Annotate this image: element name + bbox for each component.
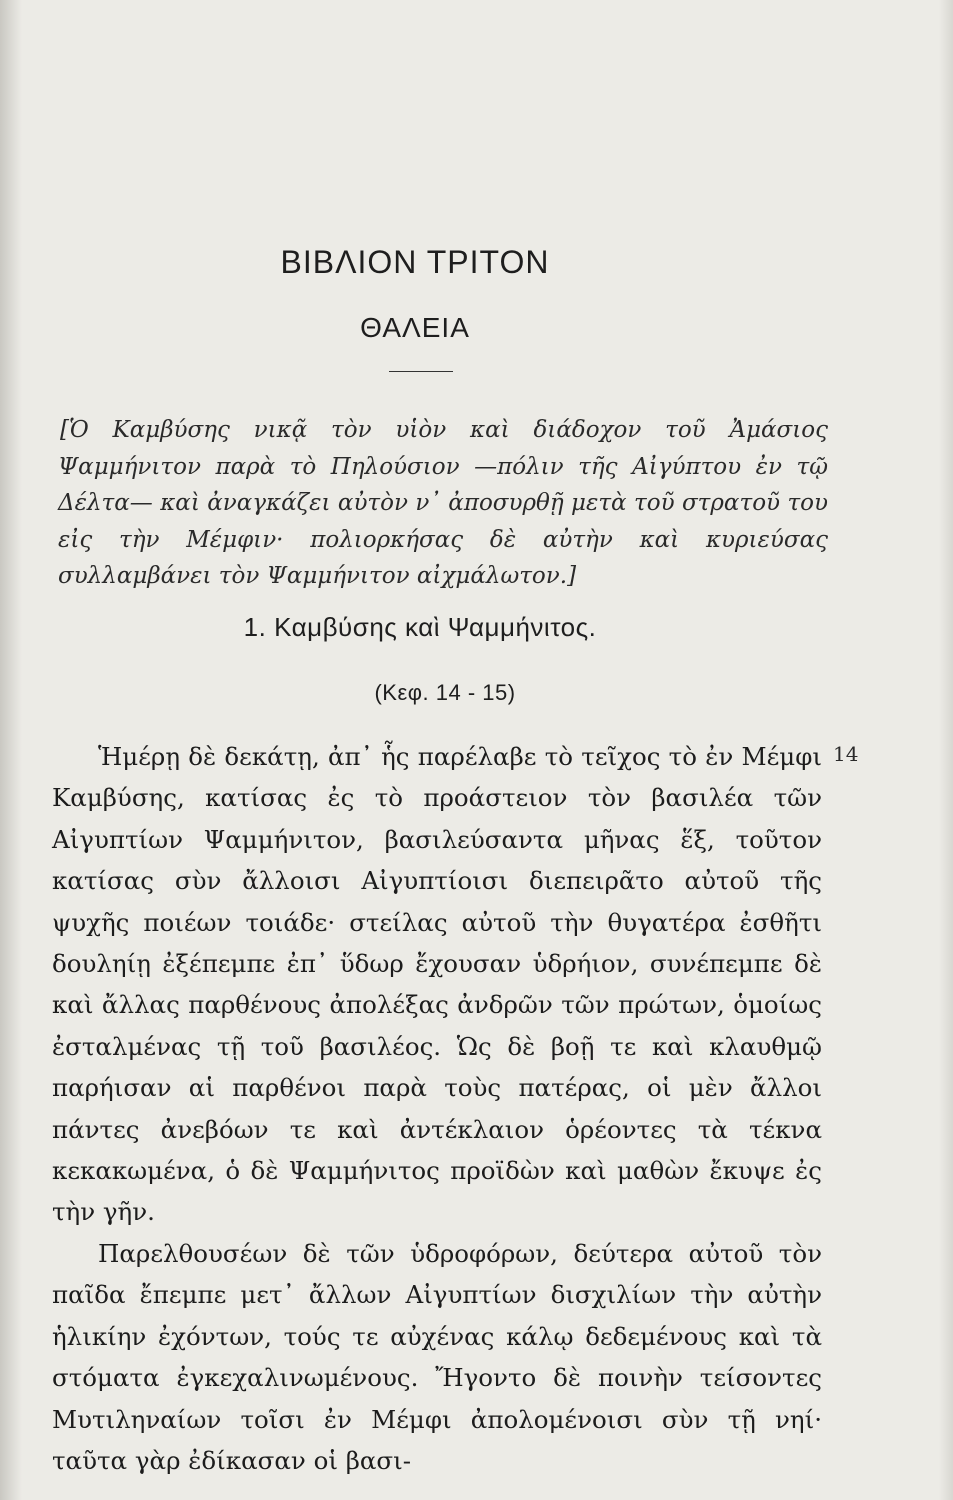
body-text: [52, 736, 822, 1481]
book-title: ΒΙΒΛΙΟΝ ΤΡΙΤΟΝ: [280, 244, 550, 280]
margin-section-number: 14: [833, 742, 859, 766]
title-divider: [389, 371, 453, 372]
chapter-heading: 1. Καμβύσης καὶ Ψαμμήνιτος.: [243, 612, 597, 642]
chapter-reference: (Κεφ. 14 - 15): [374, 680, 516, 705]
paragraph: Ἡμέρῃ δὲ δεκάτῃ, ἀπ᾽ ἧς παρέλαβε τὸ τεῖχος τὸ ἐν Μέμφι Καμβύσης, κατίσας ἐς τὸ προάστειον τὸν βασιλέα τῶν Αἰγυπτίων Ψαμμήνιτον, βασιλεύσαντα μῆνας ἕξ, τοῦτον κατίσας σὺν ἄλλοισι Αἰγυπτίοισι διεπειρᾶτο αὐτοῦ τῆς ψυχῆς ποιέων τοιάδε· στείλας αὐτοῦ τὴν θυγατέρα ἐσθῆτι δουληίῃ ἐξέπεμπε ἐπ᾽ ὕδωρ ἔχουσαν ὑδρήιον, συνέπεμπε δὲ καὶ ἄλλας παρθένους ἀπολέξας ἀνδρῶν τῶν πρώτων, ὁμοίως ἐσταλμένας τῇ τοῦ βασιλέος. Ὡς δὲ βοῇ τε καὶ κλαυθμῷ παρήισαν αἱ παρθένοι παρὰ τοὺς πατέρας, οἱ μὲν ἄλλοι πάντες ἀνεβόων τε καὶ ἀντέκλαιον ὁρέοντες τὰ τέκνα κεκακωμένα, ὁ δὲ Ψαμμήνιτος προϊδὼν καὶ μαθὼν ἔκυψε ἐς τὴν γῆν.: [52, 742, 822, 1227]
paragraph: Παρελθουσέων δὲ τῶν ὑδροφόρων, δεύτερα αὐτοῦ τὸν παῖδα ἔπεμπε μετ᾽ ἄλλων Αἰγυπτίων δισχιλίων τὴν αὐτὴν ἡλικίην ἐχόντων, τούς τε αὐχένας κάλῳ δεδεμένους καὶ τὰ στόματα ἐγκεχαλινωμένους. Ἤγοντο δὲ ποινὴν τείσοντες Μυτιληναίων τοῖσι ἐν Μέμφι ἀπολομένοισι σὺν τῇ νηί· ταῦτα γὰρ ἐδίκασαν οἱ βασι-: [52, 1238, 822, 1475]
page-edge-shadow: [939, 0, 953, 1500]
book-subtitle: ΘΑΛΕΙΑ: [360, 312, 470, 343]
chapter-summary: [58, 412, 828, 595]
summary-text: [Ὁ Καμβύσης νικᾷ τὸν υἱὸν καὶ διάδοχον τοῦ Ἀμάσιος Ψαμμήνιτον παρὰ τὸ Πηλούσιον —πόλιν τῆς Αἰγύπτου ἐν τῷ Δέλτα— καὶ ἀναγκάζει αὐτὸν ν᾽ ἀποσυρθῇ μετὰ τοῦ στρατοῦ του εἰς τὴν Μέμφιν· πολιορκήσας δὲ αὐτὴν καὶ κυριεύσας συλλαμβάνει τὸν Ψαμμήνιτον αἰχμάλωτον.]: [58, 417, 828, 589]
spine-shadow: [0, 0, 22, 1500]
